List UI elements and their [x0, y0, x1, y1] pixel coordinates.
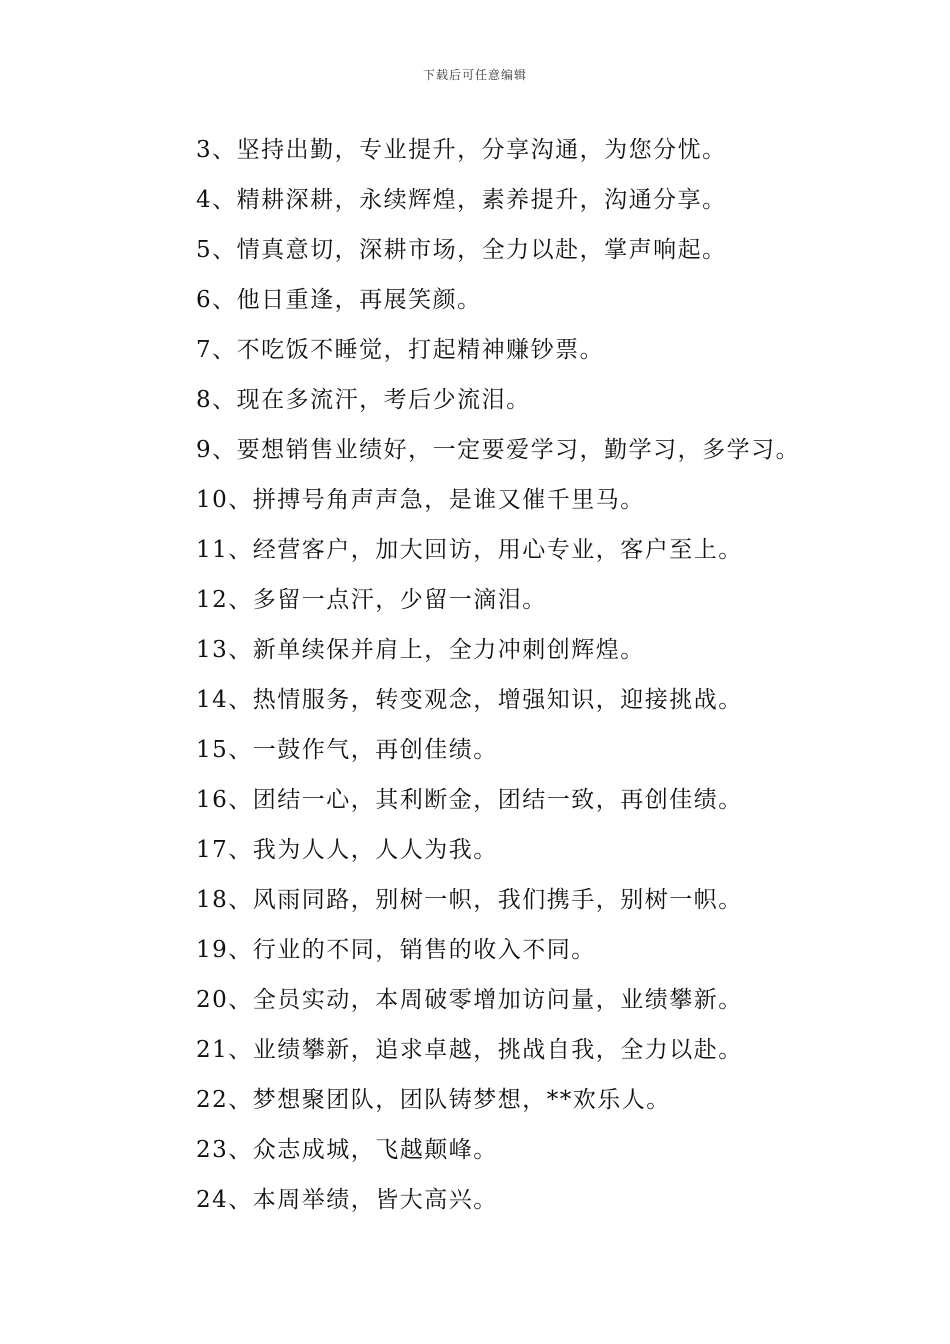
list-item: 18、风雨同路，别树一帜，我们携手，别树一帜。	[196, 887, 743, 913]
list-item: 8、现在多流汗，考后少流泪。	[196, 387, 531, 413]
list-item: 3、坚持出勤，专业提升，分享沟通，为您分忧。	[196, 137, 727, 163]
list-item: 17、我为人人，人人为我。	[196, 837, 498, 863]
list-item: 10、拼搏号角声声急，是谁又催千里马。	[196, 487, 645, 513]
list-item: 24、本周举绩，皆大高兴。	[196, 1187, 498, 1213]
list-item: 21、业绩攀新，追求卓越，挑战自我，全力以赴。	[196, 1037, 743, 1063]
list-item: 11、经营客户，加大回访，用心专业，客户至上。	[196, 537, 743, 563]
list-item: 20、全员实动，本周破零增加访问量，业绩攀新。	[196, 987, 743, 1013]
list-item: 13、新单续保并肩上，全力冲刺创辉煌。	[196, 637, 645, 663]
list-item: 6、他日重逢，再展笑颜。	[196, 287, 482, 313]
slogan-list	[196, 131, 916, 1231]
list-item: 23、众志成城，飞越颠峰。	[196, 1137, 498, 1163]
list-item: 5、情真意切，深耕市场，全力以赴，掌声响起。	[196, 237, 727, 263]
list-item: 14、热情服务，转变观念，增强知识，迎接挑战。	[196, 687, 743, 713]
header-note: 下载后可任意编辑	[422, 68, 527, 82]
list-item: 7、不吃饭不睡觉，打起精神赚钞票。	[196, 337, 605, 363]
list-item: 16、团结一心，其利断金，团结一致，再创佳绩。	[196, 787, 743, 813]
list-item: 4、精耕深耕，永续辉煌，素养提升，沟通分享。	[196, 187, 727, 213]
list-item: 22、梦想聚团队，团队铸梦想，**欢乐人。	[196, 1087, 671, 1113]
list-item: 9、要想销售业绩好，一定要爱学习，勤学习，多学习。	[196, 437, 801, 463]
list-item: 12、多留一点汗，少留一滴泪。	[196, 587, 547, 613]
list-item: 15、一鼓作气，再创佳绩。	[196, 737, 498, 763]
list-item: 19、行业的不同，销售的收入不同。	[196, 937, 596, 963]
